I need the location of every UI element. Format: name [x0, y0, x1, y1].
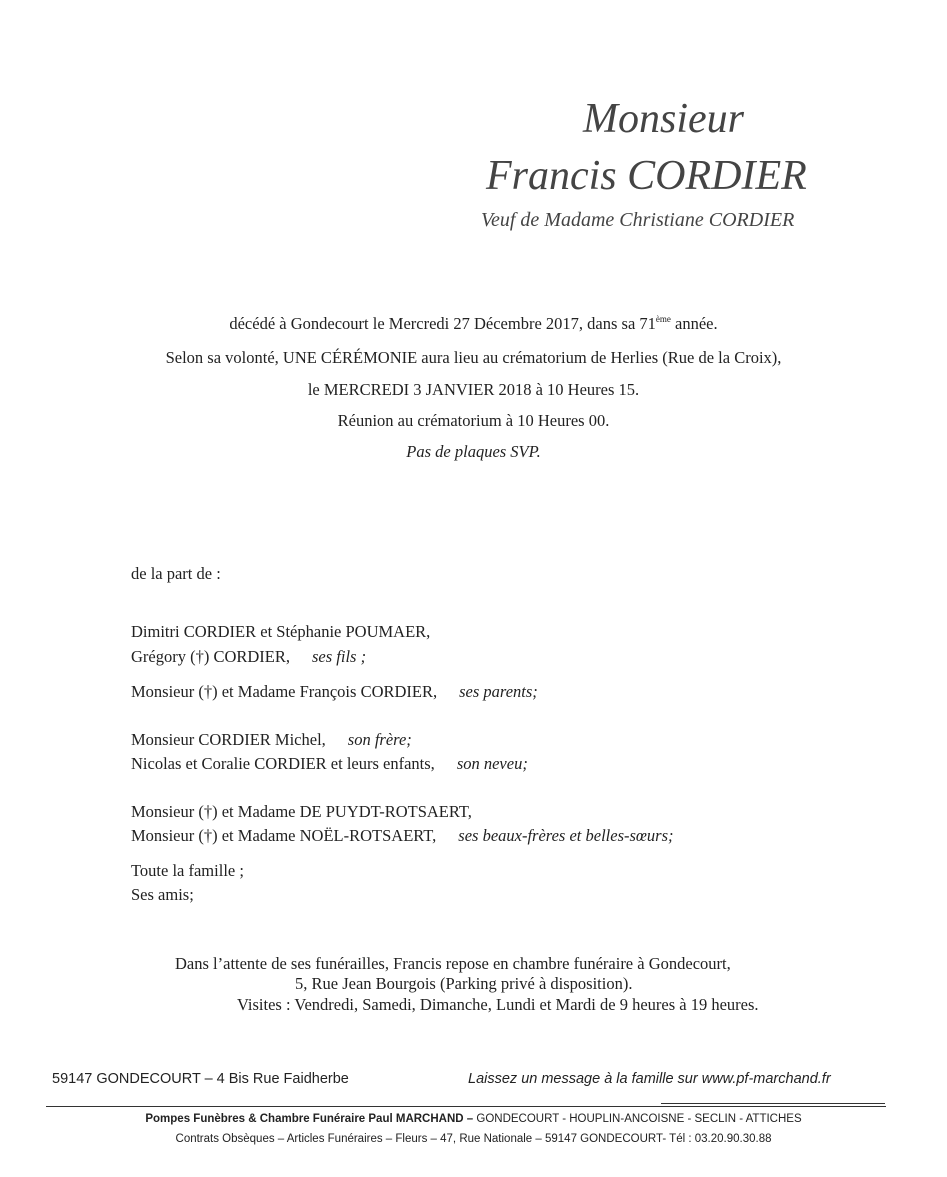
rest-line-2: 5, Rue Jean Bourgois (Parking privé à disposition). — [295, 974, 633, 993]
family-nephew — [131, 754, 528, 774]
death-text: décédé à Gondecourt le Mercredi 27 Décembre 2017, dans sa 71 — [229, 314, 656, 333]
company-name: Pompes Funèbres & Chambre Funéraire Paul MARCHAND – — [145, 1113, 474, 1125]
rest-line-1: Dans l’attente de ses funérailles, Francis repose en chambre funéraire à Gondecourt, — [175, 954, 731, 973]
company-line — [0, 1113, 947, 1125]
services-line: Contrats Obsèques – Articles Funéraires – Fleurs – 47, Rue Nationale – 59147 GONDECOURT- Tél : 03.20.90.30.88 — [175, 1133, 772, 1145]
family-inlaws-2 — [131, 826, 674, 846]
deceased-name: Francis CORDIER — [486, 153, 807, 199]
death-text-end: année. — [670, 314, 718, 333]
ordinal-suffix: ème — [655, 314, 671, 324]
parents-name: Monsieur (†) et Madame François CORDIER, — [131, 682, 438, 701]
inlaws-relation: ses beaux-frères et belles-sœurs; — [458, 826, 674, 845]
meeting-line: Réunion au crématorium à 10 Heures 00. — [337, 411, 610, 430]
family-brother — [131, 730, 412, 750]
family-all: Toute la famille ; — [131, 861, 244, 880]
family-friends: Ses amis; — [131, 885, 194, 904]
footer-address: 59147 GONDECOURT – 4 Bis Rue Faidherbe — [52, 1071, 349, 1087]
widower-subtitle: Veuf de Madame Christiane CORDIER — [481, 209, 795, 231]
nephew-relation: son neveu; — [456, 754, 528, 773]
title-monsieur: Monsieur — [583, 96, 744, 142]
family-intro: de la part de : — [131, 564, 221, 583]
ceremony-line: Selon sa volonté, UNE CÉRÉMONIE aura lieu au crématorium de Herlies (Rue de la Croix), — [165, 348, 782, 367]
message-underline — [661, 1103, 885, 1104]
brother-name: Monsieur CORDIER Michel, — [131, 730, 326, 749]
death-line — [0, 314, 947, 334]
company-locations: GONDECOURT - HOUPLIN-ANCOISNE - SECLIN - ATTICHES — [473, 1113, 802, 1125]
family-parents — [131, 682, 538, 702]
inlaws-name: Monsieur (†) et Madame NOËL-ROTSAERT, — [131, 826, 437, 845]
family-sons-2 — [131, 647, 366, 667]
footer-message: Laissez un message à la famille sur www.pf-marchand.fr — [468, 1071, 831, 1087]
nephew-name: Nicolas et Coralie CORDIER et leurs enfants, — [131, 754, 435, 773]
sons-relation: ses fils ; — [312, 647, 367, 666]
brother-relation: son frère; — [347, 730, 412, 749]
family-inlaws-1: Monsieur (†) et Madame DE PUYDT-ROTSAERT, — [131, 802, 472, 821]
parents-relation: ses parents; — [459, 682, 538, 701]
sons-name: Grégory (†) CORDIER, — [131, 647, 291, 666]
visiting-hours: Visites : Vendredi, Samedi, Dimanche, Lundi et Mardi de 9 heures à 19 heures. — [237, 995, 759, 1014]
ceremony-date: le MERCREDI 3 JANVIER 2018 à 10 Heures 15. — [307, 380, 640, 399]
footer-divider — [46, 1106, 886, 1107]
no-plaques-note: Pas de plaques SVP. — [406, 442, 541, 461]
family-sons-1: Dimitri CORDIER et Stéphanie POUMAER, — [131, 622, 431, 641]
